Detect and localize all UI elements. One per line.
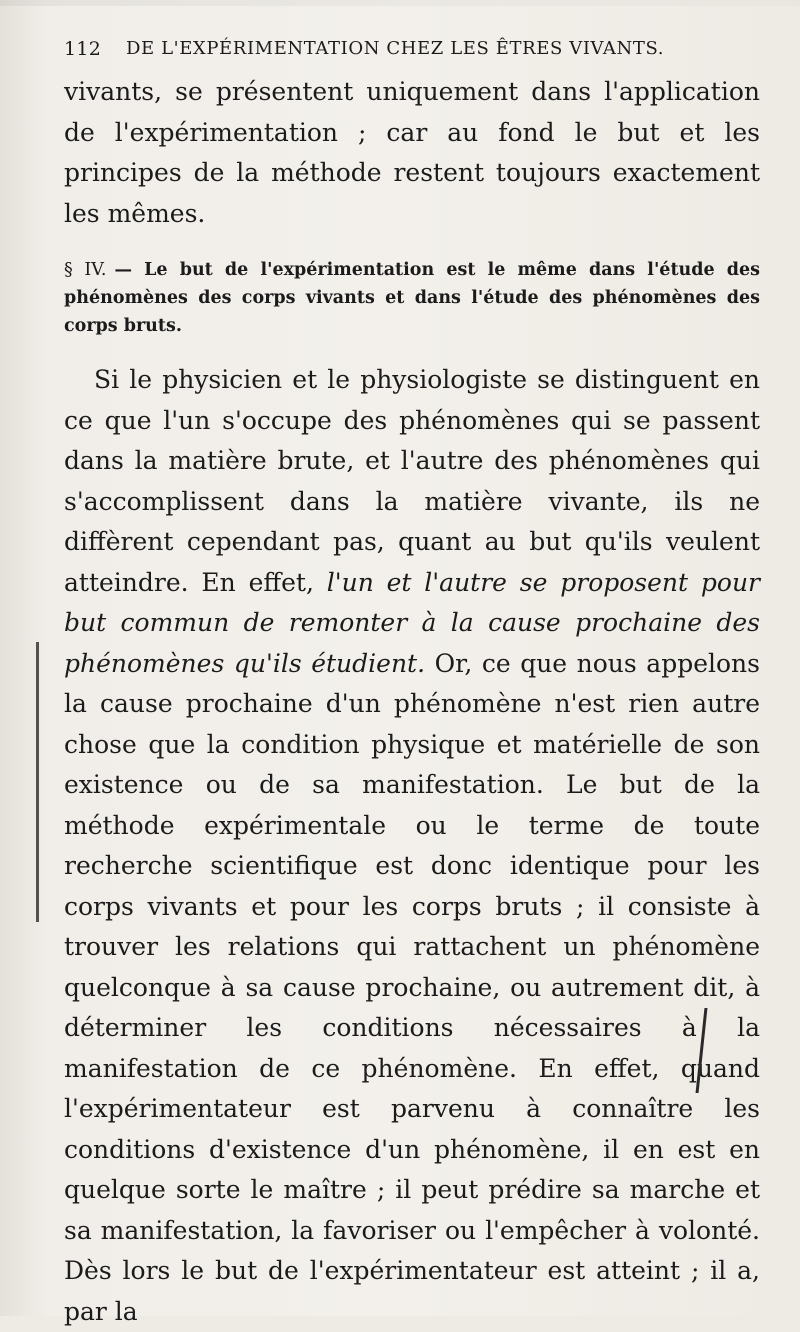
section-heading bbox=[64, 256, 760, 340]
paragraph-main-part1: Si le physicien et le physiologiste se distinguent en ce que l'un s'occupe des phénomènes qui se passent dans la matière brute, et l'autre des phénomènes qui s'accomplissent dans la matière vivante, ils ne diffèrent cependant pas, quant au but qu'ils veulent atteindre. En effet, bbox=[64, 365, 760, 597]
page-header bbox=[64, 34, 750, 64]
page-number: 112 bbox=[64, 38, 102, 60]
top-edge-shadow bbox=[0, 0, 800, 6]
text-block bbox=[64, 72, 760, 1332]
paragraph-continued: vivants, se présentent uniquement dans l'application de l'expérimentation ; car au fond le but et les principes de la méthode restent toujours exactement les mêmes. bbox=[64, 77, 760, 228]
section-number: § IV. bbox=[64, 260, 107, 280]
paragraph-main-part2: Or, ce que nous appelons la cause prochaine d'un phénomène n'est rien autre chose que la condition physique et matérielle de son existence ou de sa manifestation. Le but de la méthode expérimentale ou le terme de toute recherche scientifique est donc identique pour les corps vivants et pour les corps bruts ; il consiste à trouver les relations qui rattachent un phénomène quelconque à sa cause prochaine, ou autrement dit, à déterminer les conditions nécessaires à la manifestation de ce phénomène. En effet, quand l'expérimentateur est parvenu à connaître les conditions d'existence d'un phénomène, il en est en quelque sorte le maître ; il peut prédire sa marche et sa manifestation, la favoriser ou l'empêcher à volonté. Dès lors le but de l'expérimentateur est atteint ; il a, par la bbox=[64, 648, 760, 1326]
paragraph-main-italic: l'un et l'autre se proposent pour but commun de remonter à la cause prochaine des phénomènes qu'ils étudient. bbox=[64, 567, 760, 678]
section-title: Le but de l'expérimentation est le même dans l'étude des phénomènes des corps vivants et dans l'étude des phénomènes des corps bruts. bbox=[64, 260, 761, 336]
margin-annotation-bar bbox=[36, 642, 39, 922]
running-head: DE L'EXPÉRIMENTATION CHEZ LES ÊTRES VIVANTS. bbox=[126, 38, 665, 59]
section-dash: — bbox=[114, 260, 132, 280]
paragraph-main bbox=[64, 360, 760, 1332]
